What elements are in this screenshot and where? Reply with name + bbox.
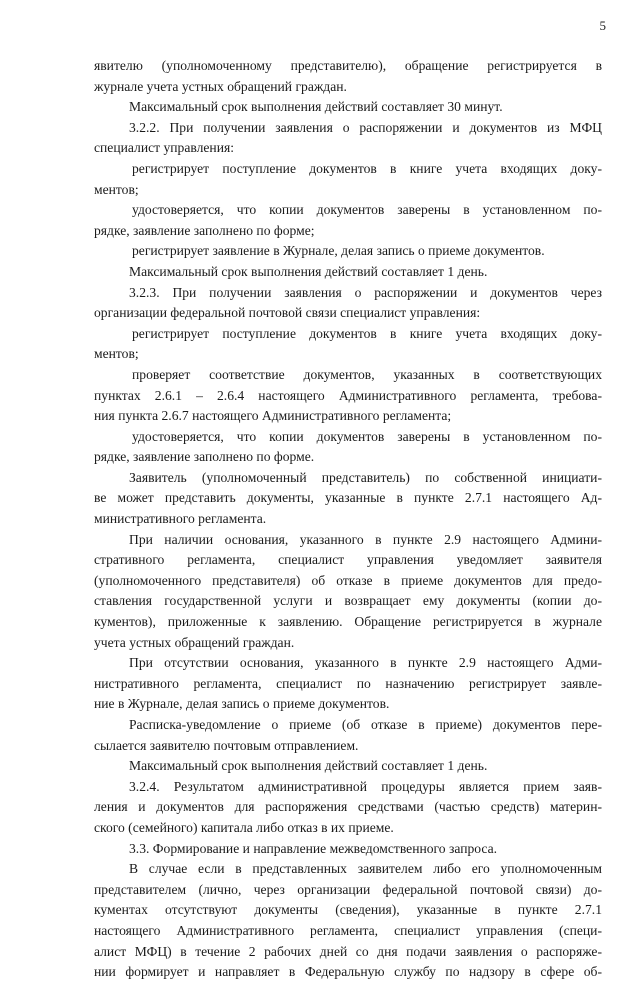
text-line: ния пункта 2.6.7 настоящего Административного регламента; (94, 408, 452, 424)
text-line: специалист управления: (94, 140, 235, 156)
text-line: рядке, заявление заполнено по форме; (94, 222, 315, 238)
text-line: учета устных обращений граждан. (94, 634, 295, 650)
text-line: ставления государственной услуги и возвращает ему документы (копии до- (94, 593, 602, 609)
text-line: сылается заявителю почтовым отправлением. (94, 737, 359, 753)
text-line: Максимальный срок выполнения действий составляет 1 день. (129, 263, 488, 279)
text-line: нистративного регламента, специалист по назначению регистрирует заявле- (94, 675, 602, 691)
text-line: В случае если в представленных заявителем либо его уполномоченным (129, 861, 602, 877)
text-line: представителем (лично, через организации федеральной почтовой связи) до- (94, 881, 602, 897)
text-line: регистрирует поступление документов в книге учета входящих доку- (132, 325, 602, 341)
text-line: 3.2.3. При получении заявления о распоряжении и документов через (129, 284, 602, 300)
text-line: кументах отсутствуют документы (сведения), указанные в пункте 2.7.1 (94, 902, 602, 918)
text-line: настоящего Административного регламента, специалист управления (специ- (94, 922, 602, 938)
text-line: рядке, заявление заполнено по форме. (94, 449, 315, 465)
text-line: удостоверяется, что копии документов заверены в установленном по- (132, 202, 602, 218)
text-line: 3.3. Формирование и направление межведомственного запроса. (129, 840, 498, 856)
text-line: (уполномоченного представителя) об отказе в приеме документов для предо- (94, 572, 602, 588)
text-line: ментов; (94, 346, 139, 362)
text-line: ние в Журнале, делая запись о приеме документов. (94, 696, 390, 712)
document-body (94, 56, 602, 983)
text-line: регистрирует поступление документов в книге учета входящих доку- (132, 160, 602, 176)
text-line: ского (семейного) капитала либо отказ в их приеме. (94, 819, 394, 835)
text-line: проверяет соответствие документов, указанных в соответствующих (132, 366, 602, 382)
text-line: регистрирует заявление в Журнале, делая запись о приеме документов. (132, 243, 545, 259)
text-line: стративного регламента, специалист управления уведомляет заявителя (94, 552, 602, 568)
text-line: журнале учета устных обращений граждан. (94, 78, 347, 94)
page-number: 5 (599, 18, 606, 33)
text-line: пунктах 2.6.1 – 2.6.4 настоящего Административного регламента, требова- (94, 387, 602, 403)
text-line: Заявитель (уполномоченный представитель) по собственной инициати- (129, 469, 602, 485)
text-line: удостоверяется, что копии документов заверены в установленном по- (132, 428, 602, 444)
text-line: алист МФЦ) в течение 2 рабочих дней со дня подачи заявления о распоряже- (94, 943, 602, 959)
text-line: ве может представить документы, указанные в пункте 2.7.1 настоящего Ад- (94, 490, 602, 506)
text-line: Расписка-уведомление о приеме (об отказе в приеме) документов пере- (129, 717, 602, 732)
text-line: министративного регламента. (94, 511, 267, 527)
text-line: организации федеральной почтовой связи специалист управления: (94, 305, 481, 321)
text-line: При наличии основания, указанного в пункте 2.9 настоящего Админи- (129, 531, 602, 547)
text-line: Максимальный срок выполнения действий составляет 30 минут. (129, 99, 503, 115)
text-line: ментов; (94, 181, 139, 197)
text-line: 3.2.4. Результатом административной процедуры является прием заяв- (129, 778, 602, 794)
text-line: При отсутствии основания, указанного в пункте 2.9 настоящего Адми- (129, 655, 602, 671)
text-line: явителю (уполномоченному представителю), обращение регистрируется в (94, 58, 602, 73)
text-line: кументов), приложенные к заявлению. Обращение регистрируется в журнале (94, 614, 602, 630)
text-line: Максимальный срок выполнения действий составляет 1 день. (129, 758, 488, 774)
text-line: 3.2.2. При получении заявления о распоряжении и документов из МФЦ (129, 119, 602, 135)
text-line: ления и документов для распоряжения средствами (частью средств) материн- (94, 799, 602, 815)
text-line: нии формирует и направляет в Федеральную службу по надзору в сфере об- (94, 964, 602, 980)
